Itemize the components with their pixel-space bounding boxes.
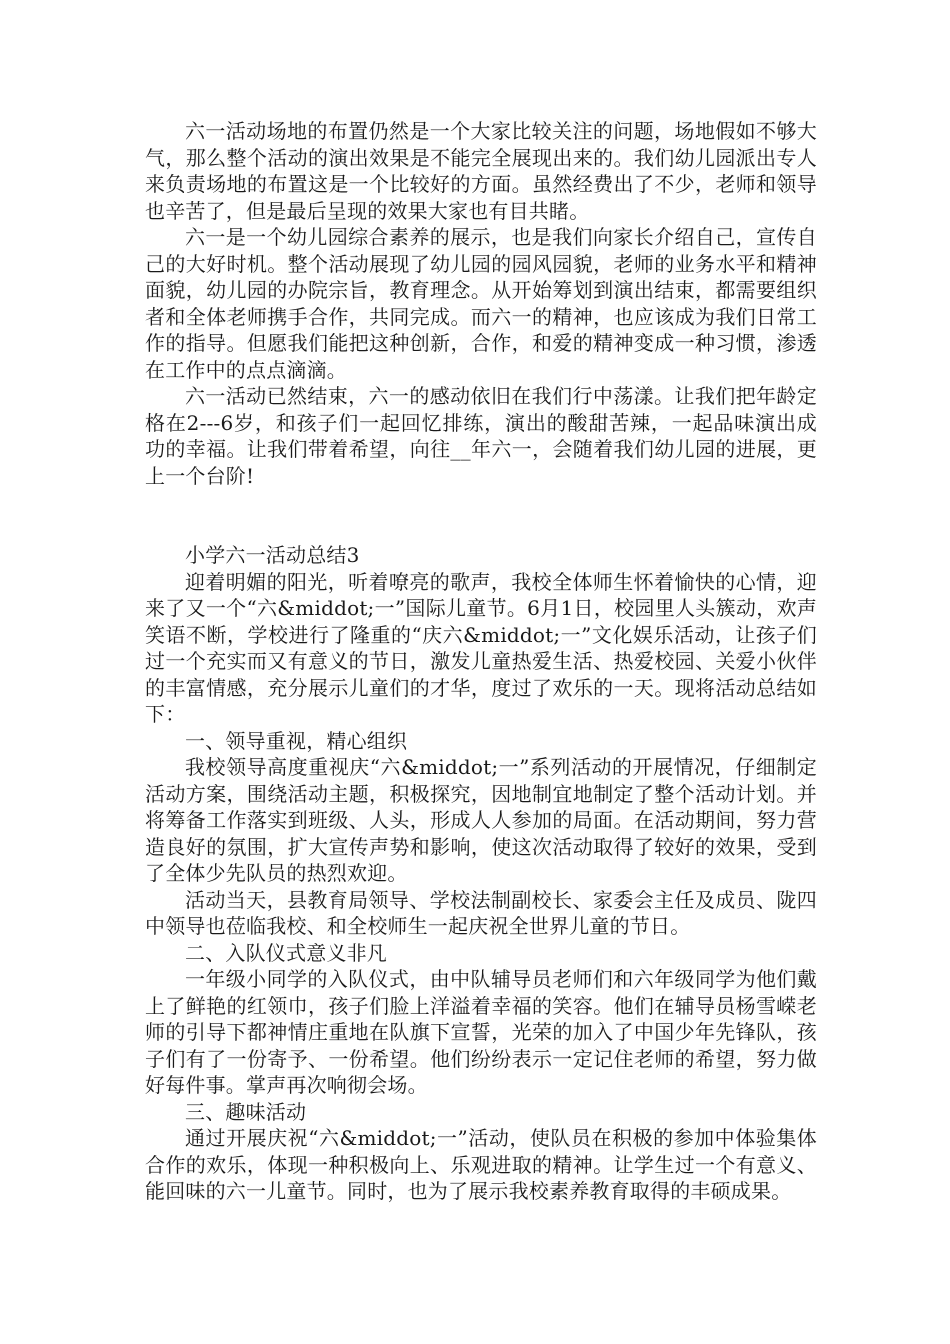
heading-induction-ceremony: 二、入队仪式意义非凡 (185, 940, 387, 965)
paragraph-induction-ceremony: 一年级小同学的入队仪式，由中队辅导员老师们和六年级同学为他们戴上了鲜艳的红领巾，孩子们脸上洋溢着幸福的笑容。他们在辅导员杨雪嵘老师的引导下都神情庄重地在队旗下宣誓，光荣的加入了中国少年先锋队，孩子们有了一份寄予、一份希望。他们纷纷表示一定记住老师的希望，努力做好每件事。掌声再次响彻会场。 (145, 967, 817, 1097)
paragraph-fun-activities: 通过开展庆祝“六&middot;一”活动，使队员在积极的参加中体验集体合作的欢乐，体现一种积极向上、乐观进取的精神。让学生过一个有意义、能回味的六一儿童节。同时，也为了展示我校素养教育取得的丰硕成果。 (145, 1126, 817, 1203)
paragraph-intro: 迎着明媚的阳光，听着嘹亮的歌声，我校全体师生怀着愉快的心情，迎来了又一个“六&middot;一”国际儿童节。6月1日，校园里人头簇动，欢声笑语不断，学校进行了隆重的“庆六&middot;一”文化娱乐活动，让孩子们过一个充实而又有意义的节日，激发儿童热爱生活、热爱校园、关爱小伙伴的丰富情感，充分展示儿童们的才华，度过了欢乐的一天。现将活动总结如下： (145, 569, 817, 726)
heading-fun-activities: 三、趣味活动 (185, 1099, 307, 1124)
paragraph-leadership-planning: 我校领导高度重视庆“六&middot;一”系列活动的开展情况，仔细制定活动方案，围绕活动主题，积极探究，因地制宜地制定了整个活动计划。并将筹备工作落实到班级、人头，形成人人参加的局面。在活动期间，努力营造良好的氛围，扩大宣传声势和影响，使这次活动取得了较好的效果，受到了全体少先队员的热烈欢迎。 (145, 755, 817, 885)
paragraph-venue-layout: 六一活动场地的布置仍然是一个大家比较关注的问题，场地假如不够大气，那么整个活动的演出效果是不能完全展现出来的。我们幼儿园派出专人来负责场地的布置这是一个比较好的方面。虽然经费出了不少，老师和领导也辛苦了，但是最后呈现的效果大家也有目共睹。 (145, 119, 817, 223)
heading-leadership: 一、领导重视，精心组织 (185, 728, 408, 753)
section-title: 小学六一活动总结3 (185, 543, 360, 567)
section-spacer (145, 489, 817, 542)
document-body (145, 118, 817, 1205)
paragraph-kindergarten-showcase: 六一是一个幼儿园综合素养的展示，也是我们向家长介绍自己，宣传自己的大好时机。整个活动展现了幼儿园的园风园貌，老师的业务水平和精神面貌，幼儿园的办院宗旨，教育理念。从开始筹划到演出结束，都需要组织者和全体老师携手合作，共同完成。而六一的精神，也应该成为我们日常工作的指导。但愿我们能把这种创新，合作，和爱的精神变成一种习惯，渗透在工作中的点点滴滴。 (145, 225, 817, 382)
paragraph-activity-conclusion: 六一活动已然结束，六一的感动依旧在我们行中荡漾。让我们把年龄定格在2---6岁，和孩子们一起回忆排练，演出的酸甜苦辣，一起品味演出成功的幸福。让我们带着希望，向往__年六一，会随着我们幼儿园的进展，更上一个台阶! (145, 384, 817, 488)
paragraph-leaders-attend: 活动当天，县教育局领导、学校法制副校长、家委会主任及成员、陇四中领导也莅临我校、和全校师生一起庆祝全世界儿童的节日。 (145, 887, 817, 938)
